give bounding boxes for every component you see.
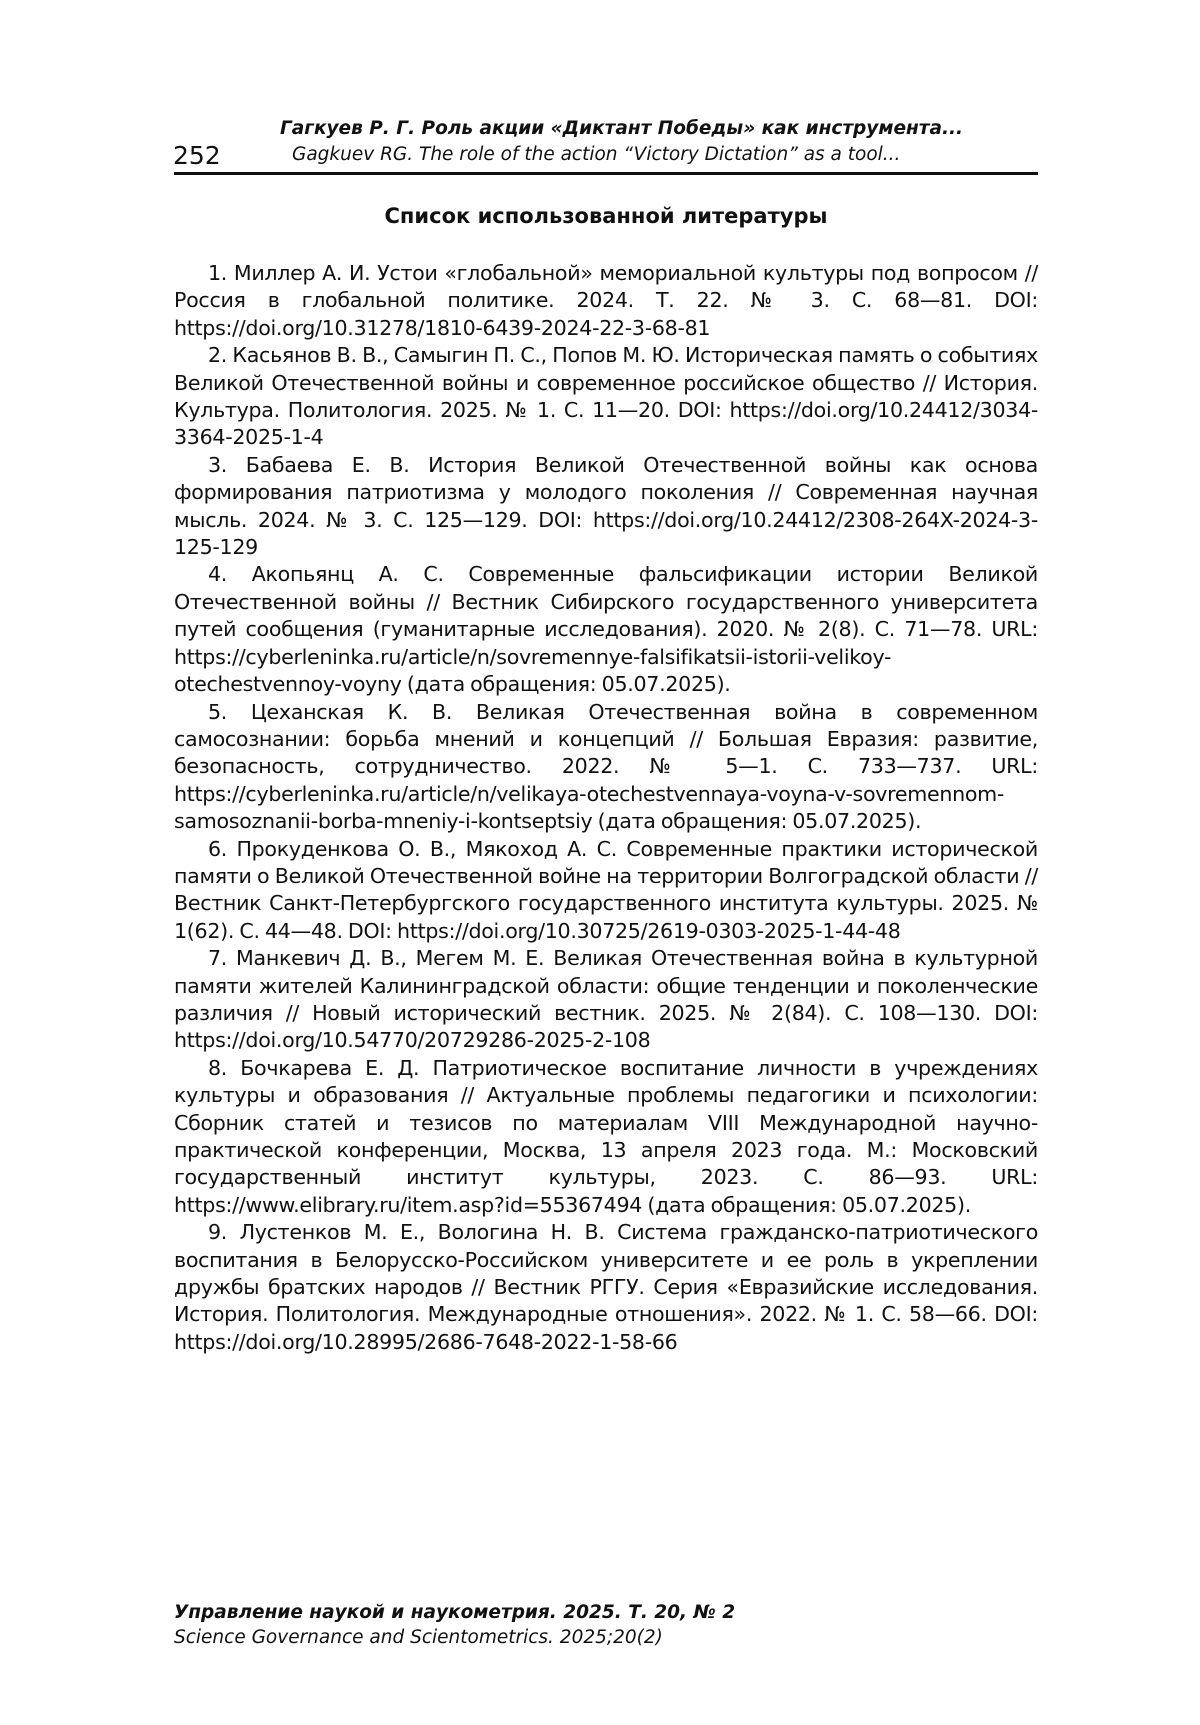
page-number: 252 [173,141,221,170]
running-head [280,116,1040,168]
reference-item-6: 6. Прокуденкова О. В., Мякоход А. С. Современные практики исторической памяти о Великой Отечественной войне на территории Волгоградской области // Вестник Санкт-Петербургского государственного института культуры. 2025. № 1(62). С. 44—48. DOI: https://doi.org/10.30725/2619-0303-2025-1-44-48 [174,836,1038,943]
header-divider [174,172,1038,175]
reference-item-2: 2. Касьянов В. В., Самыгин П. С., Попов М. Ю. Историческая память о событиях Великой Отечественной войны и современное российское общество // История. Культура. Политология. 2025. № 1. С. 11—20. DOI: https://doi.org/10.24412/3034-3364-2025-1-4 [174,343,1038,450]
section-title: Список использованной литературы [384,204,828,228]
journal-title-en: Science Governance and Scientometrics. 2025;20(2) [174,1627,663,1648]
running-title-en: Gagkuev RG. The role of the action “Victory Dictation” as a tool... [292,144,901,165]
reference-item-9: 9. Лустенков М. Е., Вологина Н. В. Система гражданско-патриотического воспитания в Белорусско-Российском университете и ее роль в укреплении дружбы братских народов // Вестник РГГУ. Серия «Евразийские исследования. История. Политология. Международные отношения». 2022. № 1. С. 58—66. DOI: https://doi.org/10.28995/2686-7648-2022-1-58-66 [174,1220,1038,1354]
journal-title-ru: Управление наукой и наукометрия. 2025. Т. 20, № 2 [174,1602,736,1623]
reference-item-1: 1. Миллер А. И. Устои «глобальной» мемориальной культуры под вопросом // Россия в глобальной политике. 2024. Т. 22. № 3. С. 68—81. DOI: https://doi.org/10.31278/1810-6439-2024-22-3-68-81 [174,261,1038,340]
reference-item-7: 7. Манкевич Д. В., Мегем М. Е. Великая Отечественная война в культурной памяти жителей Калининградской области: общие тенденции и поколенческие различия // Новый исторический вестник. 2025. № 2(84). С. 108—130. DOI: https://doi.org/10.54770/20729286-2025-2-108 [174,946,1038,1053]
reference-item-3: 3. Бабаева Е. В. История Великой Отечественной войны как основа формирования патриотизма у молодого поколения // Современная научная мысль. 2024. № 3. С. 125—129. DOI: https://doi.org/10.24412/2308-264X-2024-3-125-129 [174,452,1038,560]
reference-item-8: 8. Бочкарева Е. Д. Патриотическое воспитание личности в учреждениях культуры и образования // Актуальные проблемы педагогики и психологии: Сборник статей и тезисов по материалам VIII Международной научно-практической конференции, Москва, 13 апреля 2023 года. М.: Московский государственный институт культуры, 2023. С. 86—93. URL: https://www.elibrary.ru/item.asp?id=55367494 (дата обращения: 05.07.2025). [174,1055,1038,1217]
running-title-ru: Гагкуев Р. Г. Роль акции «Диктант Победы» как инструмента... [280,118,964,139]
reference-item-4: 4. Акопьянц А. С. Современные фальсификации истории Великой Отечественной войны // Вестник Сибирского государственного университета путей сообщения (гуманитарные исследования). 2020. № 2(8). С. 71—78. URL: https://cyberleninka.ru/article/n/sovremennye-falsifikatsii-istorii-velikoy-otechestvennoy-voyny (дата обращения: 05.07.2025). [174,562,1038,697]
reference-item-5: 5. Цеханская К. В. Великая Отечественная война в современном самосознании: борьба мнений и концепций // Большая Евразия: развитие, безопасность, сотрудничество. 2022. № 5—1. С. 733—737. URL: https://cyberleninka.ru/article/n/velikaya-otechestvennaya-voyna-v-sovremennom-samosoznanii-borba-mneniy-i-kontseptsiy (дата обращения: 05.07.2025). [174,699,1038,834]
reference-list [174,260,1038,1356]
journal-footer [174,1600,1038,1650]
